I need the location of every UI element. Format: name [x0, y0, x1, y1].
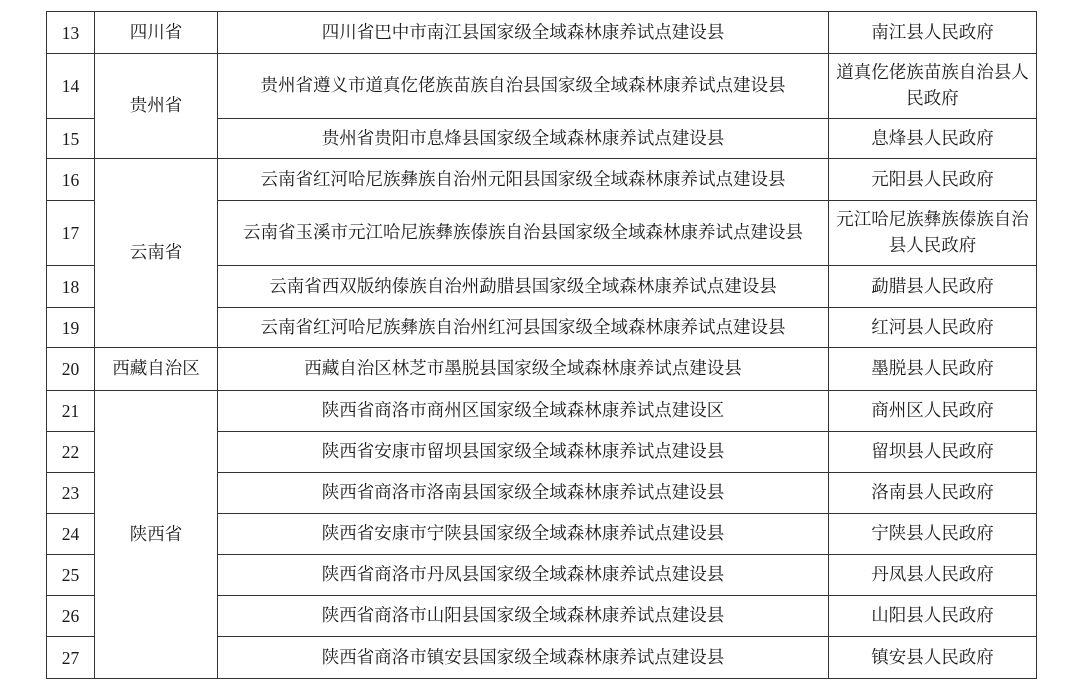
project-name-cell: 贵州省遵义市道真仡佬族苗族自治县国家级全域森林康养试点建设县 — [218, 54, 829, 119]
project-name-cell: 陕西省商洛市山阳县国家级全域森林康养试点建设县 — [218, 596, 829, 637]
row-number: 19 — [47, 308, 95, 348]
table-row — [47, 348, 1037, 391]
project-name-cell: 云南省玉溪市元江哈尼族彝族傣族自治县国家级全域森林康养试点建设县 — [218, 201, 829, 266]
applicant-unit-cell: 元阳县人民政府 — [829, 159, 1037, 201]
applicant-unit-cell: 洛南县人民政府 — [829, 473, 1037, 514]
province-cell: 四川省 — [95, 12, 218, 54]
project-name-cell: 西藏自治区林芝市墨脱县国家级全域森林康养试点建设县 — [218, 348, 829, 391]
province-cell: 西藏自治区 — [95, 348, 218, 391]
row-number: 16 — [47, 159, 95, 201]
project-name-cell: 云南省西双版纳傣族自治州勐腊县国家级全域森林康养试点建设县 — [218, 266, 829, 308]
applicant-unit-cell: 红河县人民政府 — [829, 308, 1037, 348]
row-number: 25 — [47, 555, 95, 596]
applicant-unit-cell: 勐腊县人民政府 — [829, 266, 1037, 308]
applicant-unit-cell: 镇安县人民政府 — [829, 637, 1037, 679]
row-number: 23 — [47, 473, 95, 514]
row-number: 20 — [47, 348, 95, 391]
row-number: 15 — [47, 119, 95, 159]
row-number: 14 — [47, 54, 95, 119]
row-number: 13 — [47, 12, 95, 54]
province-cell: 贵州省 — [95, 54, 218, 159]
applicant-unit-cell: 墨脱县人民政府 — [829, 348, 1037, 391]
row-number: 21 — [47, 391, 95, 432]
row-number: 27 — [47, 637, 95, 679]
pilot-county-table — [46, 11, 1037, 679]
table-row — [47, 54, 1037, 119]
project-name-cell: 贵州省贵阳市息烽县国家级全域森林康养试点建设县 — [218, 119, 829, 159]
row-number: 26 — [47, 596, 95, 637]
project-name-cell: 陕西省安康市留坝县国家级全域森林康养试点建设县 — [218, 432, 829, 473]
row-number: 18 — [47, 266, 95, 308]
project-name-cell: 陕西省商洛市镇安县国家级全域森林康养试点建设县 — [218, 637, 829, 679]
applicant-unit-cell: 山阳县人民政府 — [829, 596, 1037, 637]
project-name-cell: 陕西省商洛市洛南县国家级全域森林康养试点建设县 — [218, 473, 829, 514]
applicant-unit-cell: 丹凤县人民政府 — [829, 555, 1037, 596]
applicant-unit-cell: 留坝县人民政府 — [829, 432, 1037, 473]
table-row — [47, 159, 1037, 201]
project-name-cell: 陕西省商洛市丹凤县国家级全域森林康养试点建设县 — [218, 555, 829, 596]
province-cell: 陕西省 — [95, 391, 218, 679]
row-number: 24 — [47, 514, 95, 555]
row-number: 17 — [47, 201, 95, 266]
applicant-unit-cell: 息烽县人民政府 — [829, 119, 1037, 159]
project-name-cell: 陕西省安康市宁陕县国家级全域森林康养试点建设县 — [218, 514, 829, 555]
applicant-unit-cell: 南江县人民政府 — [829, 12, 1037, 54]
table-row — [47, 391, 1037, 432]
project-name-cell: 云南省红河哈尼族彝族自治州元阳县国家级全域森林康养试点建设县 — [218, 159, 829, 201]
applicant-unit-cell: 商州区人民政府 — [829, 391, 1037, 432]
row-number: 22 — [47, 432, 95, 473]
province-cell: 云南省 — [95, 159, 218, 348]
table-row — [47, 12, 1037, 54]
project-name-cell: 陕西省商洛市商州区国家级全域森林康养试点建设区 — [218, 391, 829, 432]
applicant-unit-cell: 元江哈尼族彝族傣族自治县人民政府 — [829, 201, 1037, 266]
applicant-unit-cell: 道真仡佬族苗族自治县人民政府 — [829, 54, 1037, 119]
applicant-unit-cell: 宁陕县人民政府 — [829, 514, 1037, 555]
project-name-cell: 四川省巴中市南江县国家级全域森林康养试点建设县 — [218, 12, 829, 54]
project-name-cell: 云南省红河哈尼族彝族自治州红河县国家级全域森林康养试点建设县 — [218, 308, 829, 348]
